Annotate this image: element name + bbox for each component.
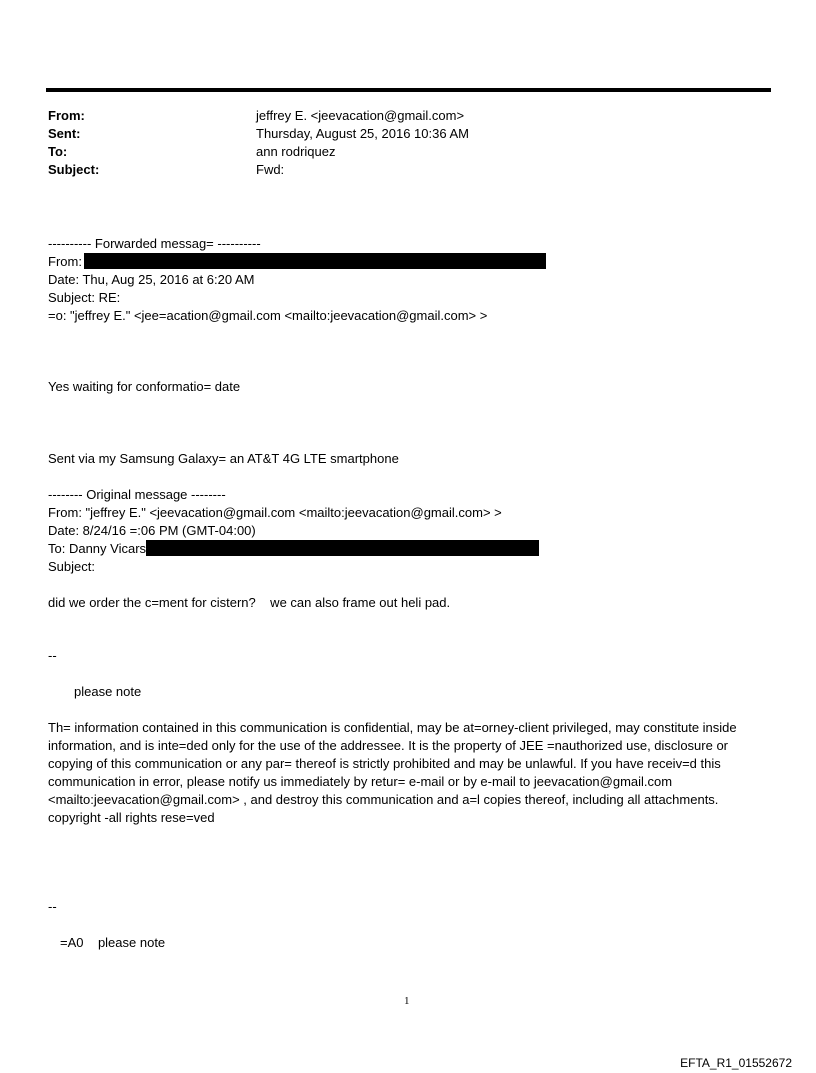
please-note: =A0 please note <box>60 935 166 950</box>
footer-dashes: -- <box>48 648 57 663</box>
original-subject: Subject: <box>48 559 95 574</box>
forwarded-subject: Subject: RE: <box>48 290 121 305</box>
original-date: Date: 8/24/16 =:06 PM (GMT-04:00) <box>48 523 256 538</box>
sent-label: Sent: <box>48 126 81 141</box>
forwarded-date: Date: Thu, Aug 25, 2016 at 6:20 AM <box>48 272 255 287</box>
sent-value: Thursday, August 25, 2016 10:36 AM <box>256 126 469 141</box>
header-rule <box>46 88 771 92</box>
to-value: ann rodriquez <box>256 144 336 159</box>
subject-value: Fwd: <box>256 162 285 177</box>
from-value: jeffrey E. <jeevacation@gmail.com> <box>256 108 465 123</box>
page-number: 1 <box>404 995 410 1007</box>
signature-text: Sent via my Samsung Galaxy= an AT&T 4G LTE smartphone <box>48 451 399 466</box>
forwarded-from: From: <box>48 254 82 269</box>
bates-number: EFTA_R1_01552672 <box>680 1056 792 1070</box>
reply-text: Yes waiting for conformatio= date <box>48 379 241 394</box>
original-separator: -------- Original message -------- <box>48 487 226 502</box>
disclaimer-text: Th= information contained in this communication is confidential, may be at=orney-client privileged, may constitute inside information, and is inte=ded only for the use of the addressee. It is the property of JEE =nauthorized use, disclosure or copying of this communication or any par= thereof is strictly prohibited and may be unlawful. If you have receiv=d this communication in error, please notify us immediately by retur= e-mail or by e-mail to jeevacation@gmail.com <mailto:jeevacation@gmail.com> , and destroy this communication and a=l copies thereof, including all attachments. copyright -all rights rese=ved <box>48 720 737 825</box>
subject-label: Subject: <box>48 162 100 177</box>
forwarded-separator: ---------- Forwarded messag= ---------- <box>48 236 261 251</box>
from-label: From: <box>48 108 85 123</box>
original-message: did we order the c=ment for cistern? we can also frame out heli pad. <box>48 595 451 610</box>
redaction-bar <box>84 253 546 269</box>
footer-dashes: -- <box>48 899 57 914</box>
to-label: To: <box>48 144 68 159</box>
forwarded-to: =o: "jeffrey E." <jee=acation@gmail.com <mailto:jeevacation@gmail.com> > <box>48 308 488 323</box>
original-from: From: "jeffrey E." <jeevacation@gmail.com <mailto:jeevacation@gmail.com> > <box>48 505 502 520</box>
please-note: please note <box>74 684 142 699</box>
original-to: To: Danny Vicars <box>48 541 147 556</box>
redaction-bar <box>146 540 539 556</box>
